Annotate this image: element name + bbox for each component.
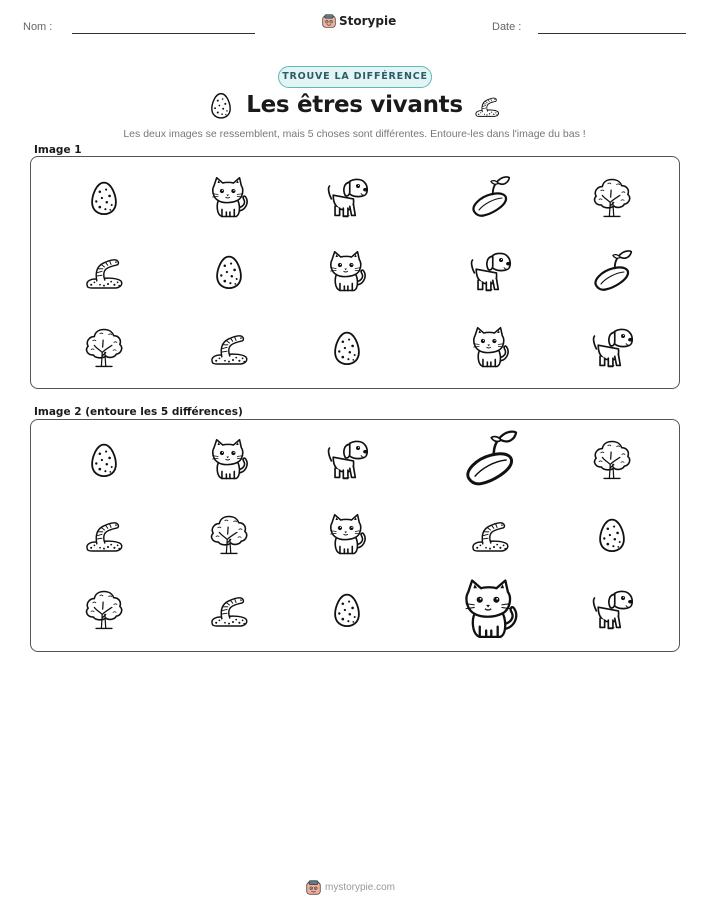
- storypie-logo-icon: [306, 880, 321, 895]
- seed-icon[interactable]: [459, 428, 521, 492]
- tree-icon[interactable]: [590, 437, 634, 483]
- cat-icon[interactable]: [207, 437, 251, 483]
- page-title: Les êtres vivants: [246, 92, 463, 118]
- tree-icon[interactable]: [207, 512, 251, 558]
- worm-icon[interactable]: [205, 328, 253, 368]
- egg-icon[interactable]: [215, 250, 243, 294]
- cat-icon[interactable]: [325, 512, 369, 558]
- egg-icon[interactable]: [333, 326, 361, 370]
- tree-icon[interactable]: [590, 175, 634, 221]
- seed-icon[interactable]: [467, 175, 513, 221]
- seed-icon[interactable]: [589, 249, 635, 295]
- worm-icon[interactable]: [466, 515, 514, 555]
- instructions: Les deux images se ressemblent, mais 5 choses sont différentes. Entoure-les dans l'image du bas !: [123, 128, 586, 140]
- date-label: Date :: [492, 21, 522, 33]
- image1-label: Image 1: [34, 144, 82, 156]
- name-label: Nom :: [23, 21, 53, 33]
- worm-icon[interactable]: [80, 252, 128, 292]
- cat-icon[interactable]: [458, 576, 522, 644]
- worm-icon[interactable]: [80, 515, 128, 555]
- tree-icon[interactable]: [82, 587, 126, 633]
- cat-icon[interactable]: [325, 249, 369, 295]
- date-line[interactable]: [538, 33, 686, 34]
- egg-icon[interactable]: [90, 438, 118, 482]
- tree-icon[interactable]: [82, 325, 126, 371]
- dog-icon[interactable]: [588, 587, 636, 633]
- dog-icon[interactable]: [323, 437, 371, 483]
- worm-icon: [473, 93, 501, 119]
- dog-icon[interactable]: [588, 325, 636, 371]
- egg-icon[interactable]: [598, 513, 626, 557]
- name-line[interactable]: [72, 33, 255, 34]
- worm-icon[interactable]: [205, 590, 253, 630]
- image2-label: Image 2 (entoure les 5 différences): [34, 406, 243, 418]
- activity-badge: TROUVE LA DIFFÉRENCE: [278, 66, 432, 88]
- dog-icon[interactable]: [466, 249, 514, 295]
- storypie-logo-icon: [322, 14, 336, 28]
- brand-logo: [322, 14, 396, 28]
- brand-name: Storypie: [339, 14, 397, 28]
- cat-icon[interactable]: [207, 175, 251, 221]
- egg-icon[interactable]: [333, 588, 361, 632]
- dog-icon[interactable]: [323, 175, 371, 221]
- footer-url[interactable]: mystorypie.com: [325, 882, 396, 893]
- egg-icon[interactable]: [90, 176, 118, 220]
- cat-icon[interactable]: [468, 325, 512, 371]
- footer: [306, 880, 395, 895]
